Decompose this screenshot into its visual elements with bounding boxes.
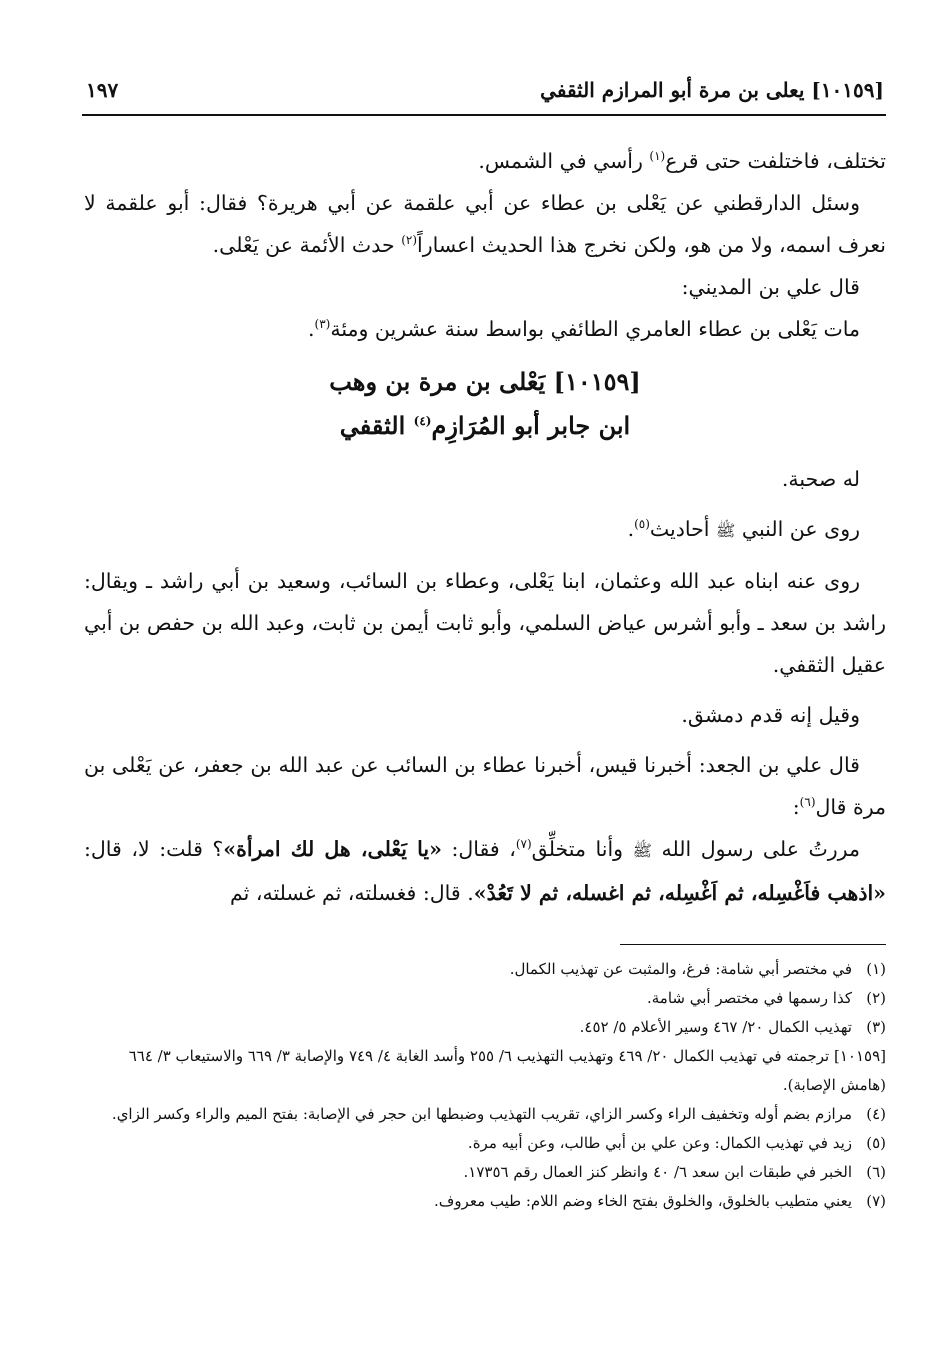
footnote-item [84, 955, 886, 984]
footnote-text: [١٠١٥٩] ترجمته في تهذيب الكمال ٢٠/ ٤٦٩ وتهذيب التهذيب ٦/ ٢٥٥ وأسد الغابة ٤/ ٧٤٩ والإصابة ٣/ ٦٦٩ والاستيعاب ٣/ ٦٦٤ (هامش الإصابة). [128, 1047, 886, 1094]
text-run: ابن جابر أبو المُرَازِم [431, 411, 631, 440]
footnote-item [84, 984, 886, 1013]
footnote-number: (١) [866, 960, 886, 978]
entry-title [84, 360, 886, 448]
paragraph-6 [84, 508, 886, 552]
paragraph-9 [84, 744, 886, 828]
hadith-quote-1: «يا يَعْلى، هل لك امرأة» [223, 837, 442, 861]
hadith-quote-2: «اذهب فاَغْسِله، ثم اَغْسِله، ثم اغسله، ثم لا تَعُدْ» [473, 881, 886, 905]
text-run: مررتُ على رسول الله [651, 837, 860, 861]
footnote-text: في مختصر أبي شامة: فرغ، والمثبت عن تهذيب الكمال. [509, 960, 852, 978]
footnote-text: زيد في تهذيب الكمال: وعن علي بن أبي طالب، وعن أبيه مرة. [467, 1134, 852, 1152]
footnote-text: تهذيب الكمال ٢٠/ ٤٦٧ وسير الأعلام ٥/ ٤٥٢. [579, 1018, 852, 1036]
text-run: رأسي في الشمس. [478, 149, 650, 173]
paragraph-8: وقيل إنه قدم دمشق. [681, 703, 860, 727]
text-run: حدث الأئمة عن يَعْلى. [212, 233, 402, 257]
text-run: ؟ قلت: لا، قال: [84, 837, 224, 861]
main-text [84, 140, 886, 914]
footnote-number: (٦) [866, 1163, 886, 1181]
text-run: . قال: فغسلته، ثم غسلته، ثم [229, 881, 474, 905]
text-run: وأنا متخلِّق [531, 837, 633, 861]
footnote-number: (٣) [866, 1018, 886, 1036]
paragraph-5: له صحبة. [781, 467, 860, 491]
footnote-text: كذا رسمها في مختصر أبي شامة. [646, 989, 852, 1007]
footnote-ref-7[interactable]: (٧) [515, 837, 532, 852]
footnotes [84, 955, 886, 1216]
footnote-ref-4[interactable]: (٤) [413, 414, 432, 428]
footnote-ref-1[interactable]: (١) [649, 149, 666, 164]
footnote-number: (٧) [866, 1192, 886, 1210]
entry-title-line-1: [١٠١٥٩] يَعْلى بن مرة بن وهب [329, 367, 641, 396]
text-run: ، فقال: [441, 837, 516, 861]
footnote-ref-6[interactable]: (٦) [799, 795, 816, 810]
footnote-ref-2[interactable]: (٢) [401, 233, 418, 248]
paragraph-2 [84, 182, 886, 266]
footnote-item [84, 1013, 886, 1042]
paragraph-4 [84, 308, 886, 350]
entry-title-line-2 [84, 404, 886, 448]
footnote-text: مرازم بضم أوله وتخفيف الراء وكسر الزاي، تقريب التهذيب وضبطها ابن حجر في الإصابة: بفتح الميم والراء وكسر الزاي. [111, 1105, 852, 1123]
text-run: قال علي بن الجعد: أخبرنا قيس، أخبرنا عطاء بن السائب عن عبد الله بن جعفر، عن يَعْلى بن مرة قال [84, 753, 886, 819]
footnote-rule [620, 944, 886, 945]
running-title: [١٠١٥٩] يعلى بن مرة أبو المرازم الثقفي [540, 78, 884, 102]
salutation-ligature: ﷺ [716, 521, 736, 540]
salutation-ligature: ﷺ [632, 841, 652, 860]
running-header [86, 78, 884, 110]
text-run: تختلف، فاختلفت حتى قرع [665, 149, 886, 173]
text-run: . [627, 517, 635, 541]
text-run: وسئل الدارقطني عن يَعْلى بن عطاء عن أبي علقمة عن أبي هريرة؟ فقال: أبو علقمة لا نعرف اسمه، ولا من هو، ولكن نخرج هذا الحديث اعساراً [84, 191, 886, 257]
text-run: مات يَعْلى بن عطاء العامري الطائفي بواسط سنة عشرين ومئة [330, 317, 860, 341]
text-run: الثقفي [339, 411, 414, 440]
footnote-number: (٢) [866, 989, 886, 1007]
footnote-ref-5[interactable]: (٥) [634, 517, 650, 532]
page-number: ١٩٧ [86, 78, 119, 102]
paragraph-3: قال علي بن المديني: [681, 275, 860, 299]
text-run: أحاديث [649, 517, 717, 541]
footnote-item [84, 1129, 886, 1158]
footnote-item [84, 1042, 886, 1100]
footnote-item [84, 1158, 886, 1187]
header-rule [82, 114, 886, 116]
paragraph-7: روى عنه ابناه عبد الله وعثمان، ابنا يَعْلى، وعطاء بن السائب، وسعيد بن أبي راشد ـ ويقال: راشد بن سعد ـ وأبو أشرس عياض السلمي، وأبو ثابت أيمن بن ثابت، وعبد الله بن حفص بن أبي عقيل الثقفي. [84, 569, 886, 677]
text-run: : [792, 795, 800, 819]
paragraph-1 [84, 140, 886, 182]
footnote-text: الخبر في طبقات ابن سعد ٦/ ٤٠ وانظر كنز العمال رقم ١٧٣٥٦. [463, 1163, 852, 1181]
footnote-item [84, 1187, 886, 1216]
footnote-ref-3[interactable]: (٣) [314, 317, 331, 332]
paragraph-10 [84, 828, 886, 914]
footnote-number: (٤) [866, 1105, 886, 1123]
footnote-text: يعني متطيب بالخلوق، والخلوق بفتح الخاء وضم اللام: طيب معروف. [434, 1192, 852, 1210]
footnote-item [84, 1100, 886, 1129]
text-run: روى عن النبي [735, 517, 860, 541]
footnote-number: (٥) [866, 1134, 886, 1152]
text-run: . [307, 317, 315, 341]
